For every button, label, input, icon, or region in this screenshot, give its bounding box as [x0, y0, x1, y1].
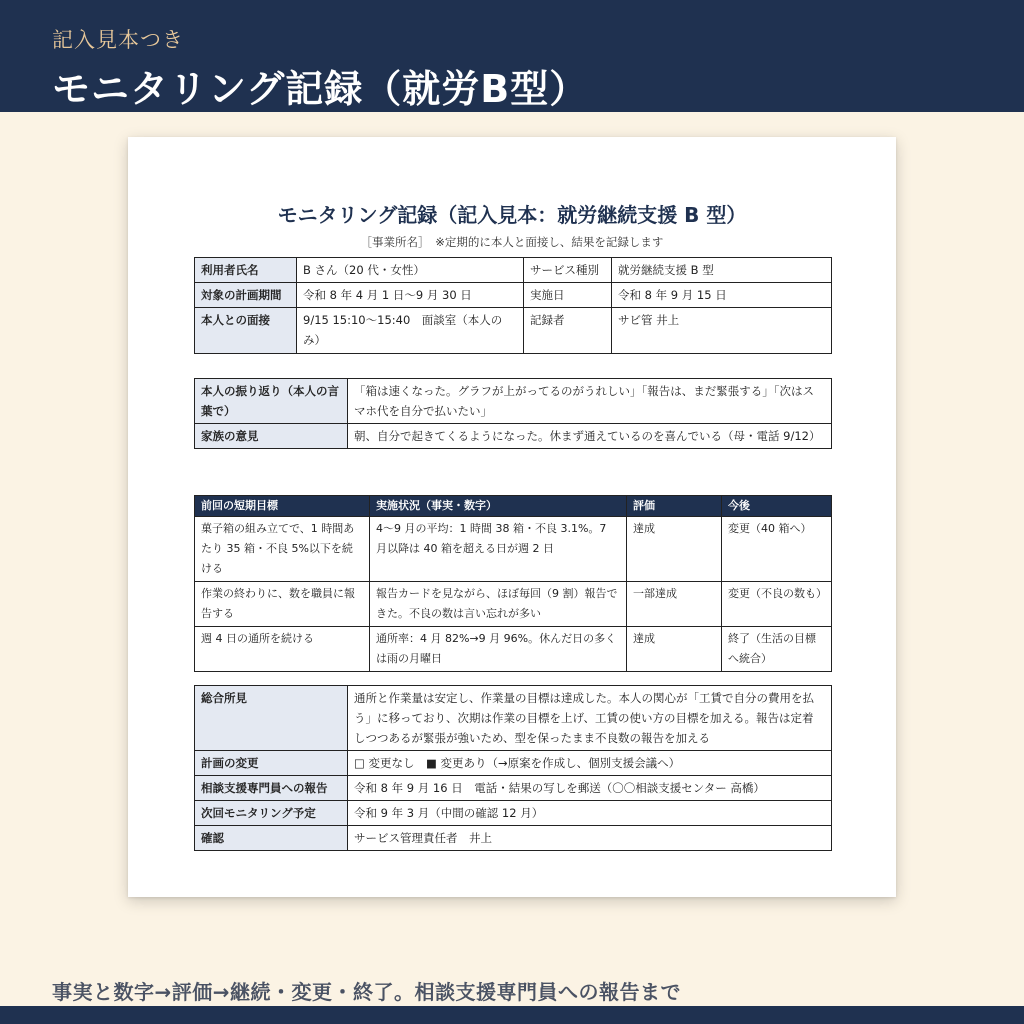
user-name-value: B さん（20 代・女性） [297, 258, 524, 283]
document-sheet [128, 137, 896, 897]
implementation-date-value: 令和 8 年 9 月 15 日 [612, 283, 832, 308]
goal-cell: 菓子箱の組み立てで、1 時間あたり 35 箱・不良 5%以下を続ける [195, 517, 370, 582]
interview-label: 本人との面接 [195, 308, 297, 354]
service-type-label: サービス種別 [524, 258, 612, 283]
recorder-value: サビ管 井上 [612, 308, 832, 354]
plan-change-value: □ 変更なし ■ 変更あり（→原案を作成し、個別支援会議へ） [348, 751, 832, 776]
table-row [195, 258, 832, 283]
table-row [195, 283, 832, 308]
consultant-report-value: 令和 8 年 9 月 16 日 電話・結果の写しを郵送（〇〇相談支援センター 高橋） [348, 776, 832, 801]
footer-bar [0, 1006, 1024, 1024]
implementation-date-label: 実施日 [524, 283, 612, 308]
goals-header-row [195, 496, 832, 517]
goal-cell: 週 4 日の通所を続ける [195, 627, 370, 672]
table-row [195, 751, 832, 776]
plan-period-label: 対象の計画期間 [195, 283, 297, 308]
table-row [195, 776, 832, 801]
table-row [195, 517, 832, 582]
evaluation-cell: 達成 [627, 627, 722, 672]
status-cell: 報告カードを見ながら、ほぼ毎回（9 割）報告できた。不良の数は言い忘れが多い [370, 582, 627, 627]
document-title: モニタリング記録（記入見本：就労継続支援 B 型） [277, 203, 747, 227]
interview-value: 9/15 15:10〜15:40 面談室（本人のみ） [297, 308, 524, 354]
next-step-cell: 変更（40 箱へ） [722, 517, 832, 582]
next-step-cell: 変更（不良の数も） [722, 582, 832, 627]
goals-header-eval: 評価 [627, 496, 722, 517]
document-subtitle: ［事業所名］ ※定期的に本人と面接し、結果を記録します [360, 235, 664, 249]
goals-header-status: 実施状況（事実・数字） [370, 496, 627, 517]
summary-table [194, 685, 832, 851]
family-opinion-label: 家族の意見 [195, 424, 348, 449]
service-type-value: 就労継続支援 B 型 [612, 258, 832, 283]
evaluation-cell: 一部達成 [627, 582, 722, 627]
header-banner [0, 0, 1024, 112]
table-row [195, 308, 832, 354]
consultant-report-label: 相談支援専門員への報告 [195, 776, 348, 801]
status-cell: 通所率：4 月 82%→9 月 96%。休んだ日の多くは雨の月曜日 [370, 627, 627, 672]
footer-caption: 事実と数字→評価→継続・変更・終了。相談支援専門員への報告まで [52, 980, 682, 1004]
confirmation-label: 確認 [195, 826, 348, 851]
status-cell: 4〜9 月の平均：1 時間 38 箱・不良 3.1%。7 月以降は 40 箱を超える日が週 2 日 [370, 517, 627, 582]
user-name-label: 利用者氏名 [195, 258, 297, 283]
goal-cell: 作業の終わりに、数を職員に報告する [195, 582, 370, 627]
next-step-cell: 終了（生活の目標へ統合） [722, 627, 832, 672]
voices-table [194, 378, 832, 449]
next-monitoring-label: 次回モニタリング予定 [195, 801, 348, 826]
page-title: モニタリング記録（就労B型） [52, 67, 589, 111]
table-row [195, 424, 832, 449]
plan-change-label: 計画の変更 [195, 751, 348, 776]
goals-table [194, 495, 832, 672]
next-monitoring-value: 令和 9 年 3 月（中間の確認 12 月） [348, 801, 832, 826]
plan-period-value: 令和 8 年 4 月 1 日〜9 月 30 日 [297, 283, 524, 308]
table-row [195, 627, 832, 672]
table-row [195, 379, 832, 424]
goals-header-next: 今後 [722, 496, 832, 517]
table-row [195, 582, 832, 627]
overall-findings-value: 通所と作業量は安定し、作業量の目標は達成した。本人の関心が「工賃で自分の費用を払う」に移っており、次期は作業の目標を上げ、工賃の使い方の目標を加える。報告は定着しつつあるが緊張が強いため、型を保ったまま不良数の報告を加える [348, 686, 832, 751]
evaluation-cell: 達成 [627, 517, 722, 582]
table-row [195, 686, 832, 751]
family-opinion-value: 朝、自分で起きてくるようになった。休まず通えているのを喜んでいる（母・電話 9/12） [348, 424, 832, 449]
self-reflection-label: 本人の振り返り（本人の言葉で） [195, 379, 348, 424]
confirmation-value: サービス管理責任者 井上 [348, 826, 832, 851]
table-row [195, 826, 832, 851]
overall-findings-label: 総合所見 [195, 686, 348, 751]
self-reflection-value: 「箱は速くなった。グラフが上がってるのがうれしい」「報告は、まだ緊張する」「次はスマホ代を自分で払いたい」 [348, 379, 832, 424]
goals-header-goal: 前回の短期目標 [195, 496, 370, 517]
table-row [195, 801, 832, 826]
header-eyebrow: 記入見本つき [52, 28, 184, 52]
basic-info-table [194, 257, 832, 354]
recorder-label: 記録者 [524, 308, 612, 354]
